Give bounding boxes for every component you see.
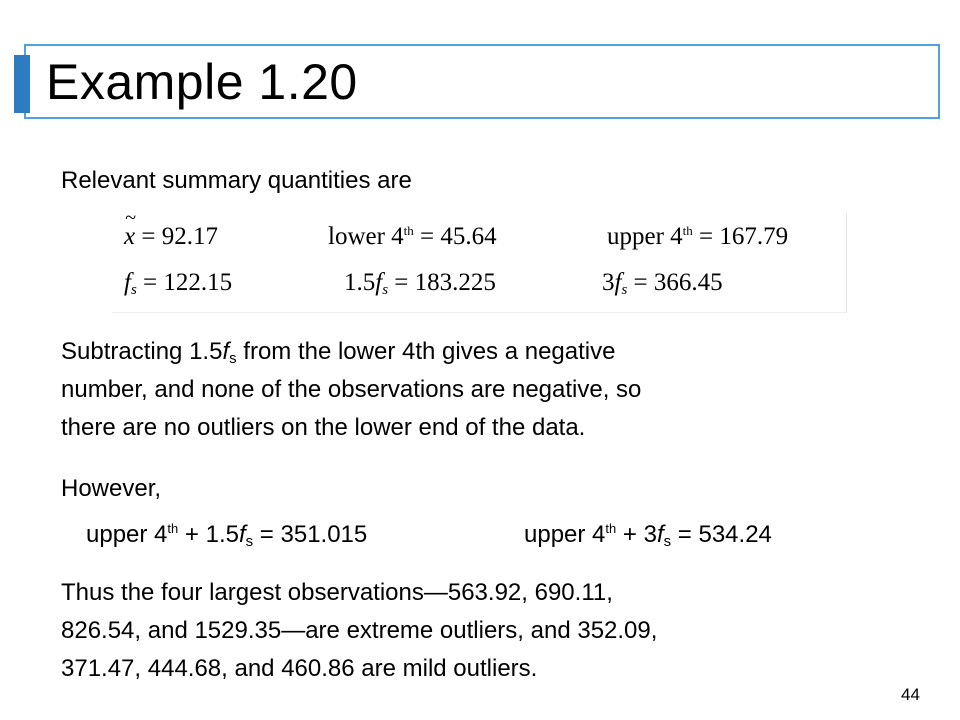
para1-line1-a: Subtracting 1.5	[61, 338, 223, 365]
right-prefix: 3	[602, 269, 615, 296]
upper-fourth-eq	[607, 223, 788, 251]
para1-line1-f: f	[222, 338, 230, 365]
left-f: f	[238, 521, 246, 548]
intro-text: Relevant summary quantities are	[61, 167, 412, 194]
left-sup: th	[167, 521, 179, 536]
mid-f: f	[375, 269, 383, 296]
summary-equations	[112, 213, 847, 313]
para1-line1-sub: s	[229, 350, 237, 367]
paragraph-outliers-line-3: 371.47, 444.68, and 460.86 are mild outliers.	[61, 655, 538, 682]
right-sub: s	[621, 282, 628, 298]
fs-sub: s	[130, 282, 137, 298]
title-accent-bar	[14, 55, 30, 113]
right-f: f	[614, 269, 622, 296]
left-b: + 1.5	[178, 521, 239, 548]
right-sub: s	[663, 533, 672, 550]
lower-fourth-sup: th	[403, 223, 414, 238]
paragraph-lower-line-3: there are no outliers on the lower end of the data.	[61, 414, 586, 441]
one-point-five-fs-eq	[344, 269, 496, 297]
however-text: However,	[61, 475, 162, 502]
right-value: = 366.45	[633, 269, 723, 296]
paragraph-lower-end	[61, 333, 641, 447]
left-sub: s	[245, 533, 254, 550]
right-f: f	[656, 521, 664, 548]
lower-fourth-label: lower 4	[328, 223, 404, 250]
paragraph-outliers-line-1: Thus the four largest observations—563.92, 690.11,	[61, 579, 613, 606]
paragraph-outliers	[61, 574, 657, 688]
right-a: upper 4	[524, 521, 606, 548]
paragraph-lower-line-1	[61, 333, 641, 371]
fs-eq	[124, 269, 232, 297]
right-c: = 534.24	[671, 521, 772, 548]
mid-value: = 183.225	[394, 269, 496, 296]
paragraph-outliers-line-2: 826.54, and 1529.35—are extreme outliers, and 352.09,	[61, 617, 658, 644]
median-value: = 92.17	[141, 223, 218, 250]
lower-fourth-value: = 45.64	[420, 223, 497, 250]
upper-fourth-sup: th	[682, 223, 693, 238]
mid-sub: s	[382, 282, 389, 298]
median-symbol: ~ x	[124, 223, 135, 251]
slide-title: Example 1.20	[46, 54, 358, 110]
upper-fence-mild	[86, 518, 367, 552]
fs-f: f	[124, 269, 131, 296]
mid-prefix: 1.5	[344, 269, 376, 296]
para1-line1-b: from the lower 4th gives a negative	[236, 338, 616, 365]
upper-fourth-value: = 167.79	[699, 223, 789, 250]
upper-fence-extreme	[524, 518, 772, 552]
left-a: upper 4	[86, 521, 168, 548]
three-fs-eq	[602, 269, 723, 297]
page-number: 44	[901, 685, 920, 704]
median-eq	[124, 223, 218, 251]
left-c: = 351.015	[253, 521, 368, 548]
fs-value: = 122.15	[143, 269, 233, 296]
right-sup: th	[605, 521, 617, 536]
upper-fourth-label: upper 4	[607, 223, 683, 250]
paragraph-lower-line-2: number, and none of the observations are negative, so	[61, 376, 642, 403]
right-b: + 3	[616, 521, 657, 548]
lower-fourth-eq	[328, 223, 497, 251]
